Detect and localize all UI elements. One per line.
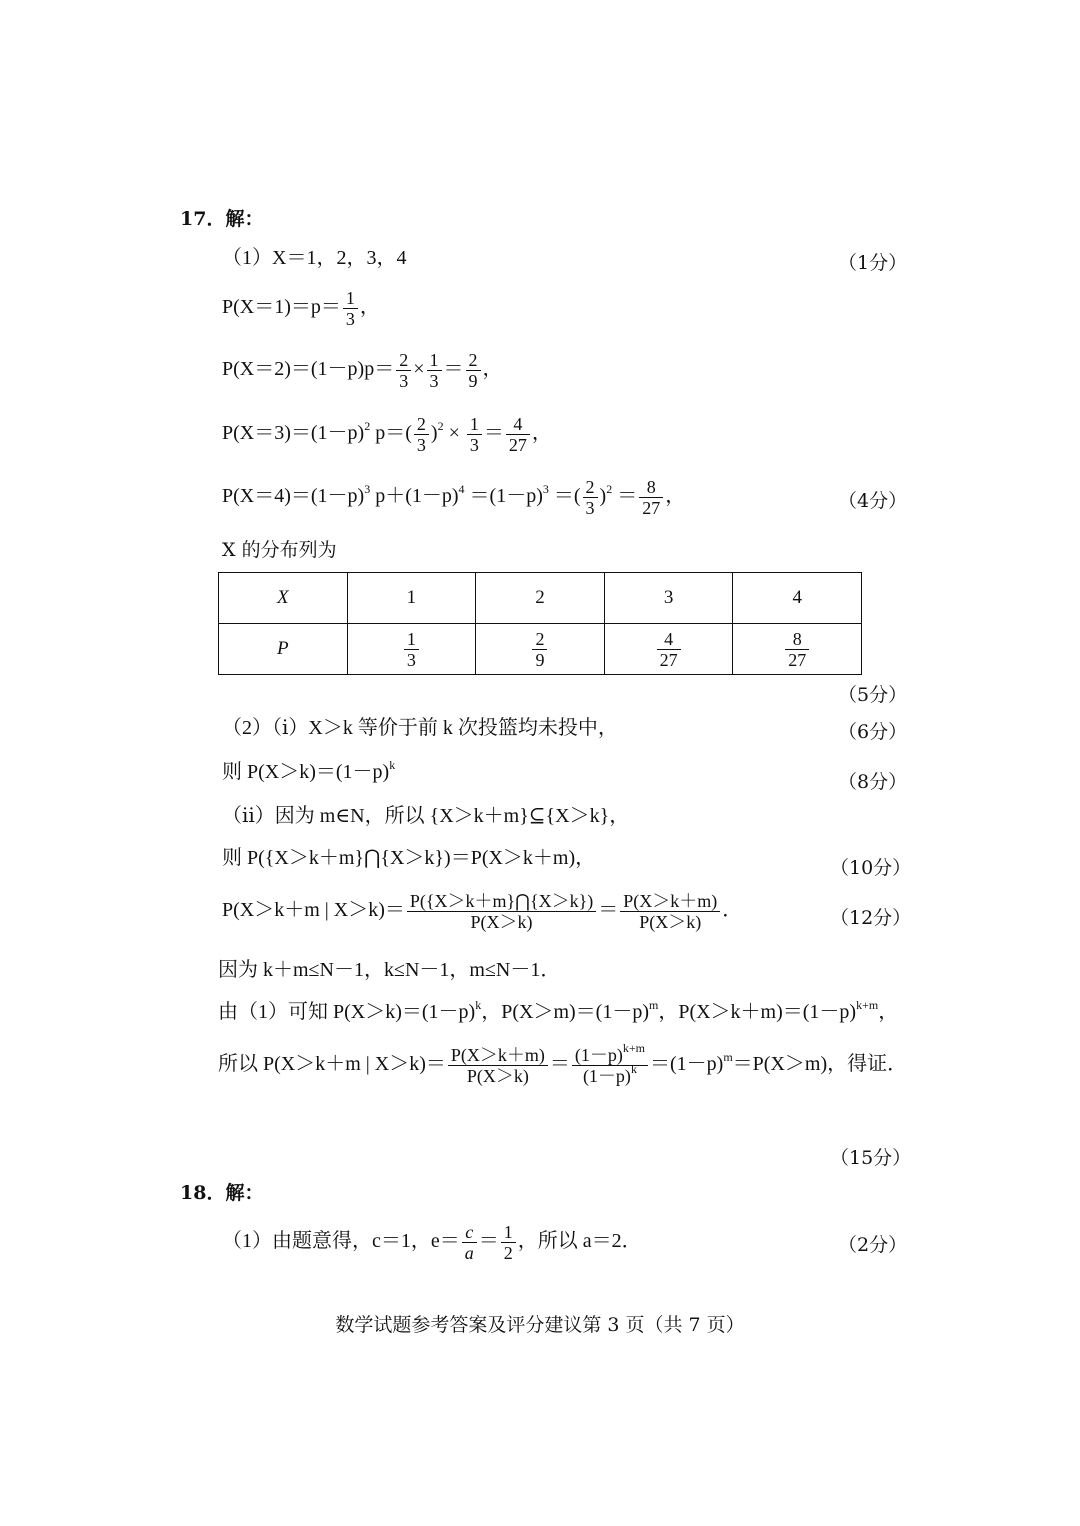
table-cell: $\frac{2}{9}$ <box>476 624 605 675</box>
table-cell: $\frac{8}{27}$ <box>733 624 862 675</box>
because-line: 因为 k＋m≤N－1，k≤N－1，m≤N－1． <box>218 959 561 981</box>
q18-part1: （1）由题意得，c＝1，e＝ $\frac{c}{a}$ ＝ $\frac{1}{2}$ ，所以 a＝2． <box>222 1222 642 1263</box>
table-cell: 1 <box>347 573 476 624</box>
eq-px4: $P(X=4)=(1-p)^3$ $p+(1-p)^4 =(1-p)^3$ ＝( $\frac{2}{3}$ )$^2$ ＝ $\frac{8}{27}$ ， <box>222 477 686 518</box>
score-15: （15分） <box>830 1147 912 1169</box>
table-cell: $\frac{1}{3}$ <box>347 624 476 675</box>
score-10: （10分） <box>830 857 912 879</box>
part2-i-result: 则 $P(X>k)=(1-p)^k$ <box>222 758 396 783</box>
table-cell: X <box>219 573 348 624</box>
score-1: （1分） <box>838 252 908 274</box>
table-cell: $\frac{4}{27}$ <box>604 624 733 675</box>
eq-px2: P(X＝2)＝(1－p)p＝ $\frac{2}{3}$ × $\frac{1}{3}$ ＝ $\frac{2}{9}$ ， <box>222 350 503 391</box>
dist-caption: X 的分布列为 <box>222 539 337 561</box>
part2-ii-intersection: 则 P({X＞k＋m}⋂{X＞k})＝P(X＞k＋m)， <box>222 847 596 869</box>
q17-header: 17．解： <box>180 208 264 230</box>
score-6: （6分） <box>838 721 908 743</box>
table-row <box>219 573 862 624</box>
part2-i: （2）（ⅰ）X＞k 等价于前 k 次投篮均未投中， <box>222 717 618 739</box>
eq-conditional: P(X＞k＋m | X＞k)＝ $\frac{P(\{X>k+m\}⋂\{X>k\})}{P(X>k)}$ ＝ $\frac{P(X>k+m)}{P(X>k)}$ ． <box>222 891 743 932</box>
q18-header: 18．解： <box>180 1182 264 1204</box>
table-row <box>219 624 862 675</box>
distribution-table <box>218 572 862 675</box>
score-12: （12分） <box>830 907 912 929</box>
score-5: （5分） <box>838 684 908 706</box>
score-8: （8分） <box>838 771 908 793</box>
part2-ii: （ⅱ）因为 m∈N，所以 {X＞k＋m}⊆{X＞k}， <box>222 805 630 827</box>
table-cell: 3 <box>604 573 733 624</box>
table-cell: P <box>219 624 348 675</box>
table-cell: 4 <box>733 573 862 624</box>
table-cell: 2 <box>476 573 605 624</box>
known-line: 由（1）可知 $P(X>k)=(1-p)^k$，$P(X>m)=(1-p)^m$，$P(X>k+m)=(1-p)^{k+m}$， <box>218 998 899 1023</box>
eq-final: 所以 P(X＞k＋m | X＞k)＝ $\frac{P(X>k+m)}{P(X>k)}$ ＝ $\frac{(1-p)^{k+m}}{(1-p)^k}$ $=(1-p)^m=P(X>m)$，得证． <box>218 1041 908 1086</box>
page-footer: 数学试题参考答案及评分建议第 3 页（共 7 页） <box>335 1314 745 1336</box>
score-4: （4分） <box>838 490 908 512</box>
q17-part1-values: （1）X＝1，2，3，4 <box>222 247 407 269</box>
eq-px3: $P(X=3)=(1-p)^2$ p＝( $\frac{2}{3}$ )$^2$ × $\frac{1}{3}$ ＝ $\frac{4}{27}$ ， <box>222 414 552 455</box>
score-2: （2分） <box>838 1234 908 1256</box>
eq-px1: P(X＝1)＝p＝ $\frac{1}{3}$ ， <box>222 288 380 329</box>
